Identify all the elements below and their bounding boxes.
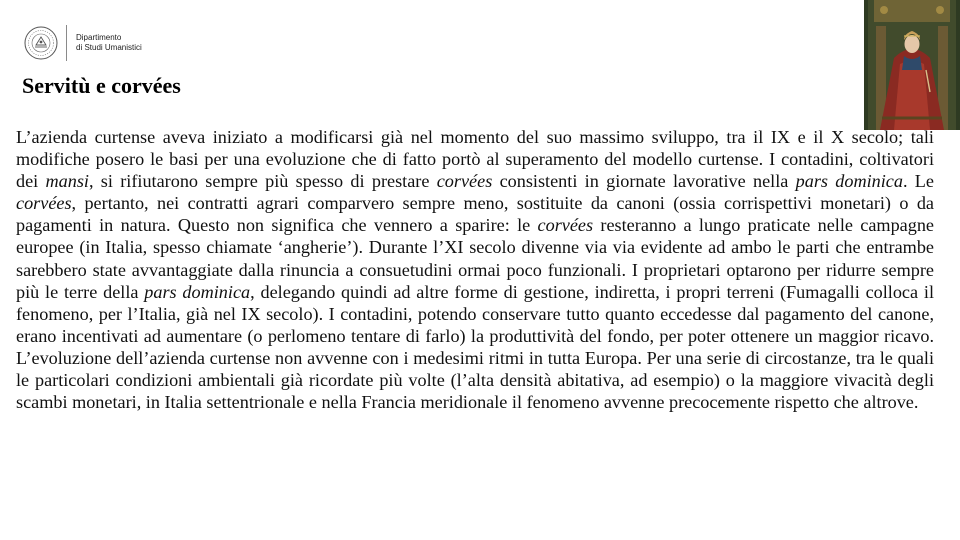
department-line-2: di Studi Umanistici xyxy=(76,43,142,52)
italic-term: corvées xyxy=(537,215,594,236)
text-segment: consistenti in giornate lavorative nella xyxy=(492,171,796,192)
painting-image xyxy=(864,0,960,130)
department-name xyxy=(76,33,142,53)
department-line-1: Dipartimento xyxy=(76,33,122,42)
text-segment: resteranno a lungo praticate nelle campagne europee (in Italia, spesso chiamate ‘angherie’). Durante l’XI secolo divenne via via evidente ad ambo le parti che entrambe sarebbero state avvantaggiate dalla rinuncia a consuetudini ormai poco funzionali. I proprietari optarono per ridurre sempre più le terre della xyxy=(16,215,935,302)
logo-divider xyxy=(66,25,67,61)
italic-term: corvées xyxy=(16,193,72,214)
text-segment: L’azienda curtense aveva iniziato a modificarsi già nel momento del suo massimo sviluppo, tra il IX e il X secolo; tali modifiche posero le basi per una evoluzione che di fatto portò al superamento del modello curtense. I contadini, coltivatori dei xyxy=(16,127,934,192)
text-segment: , si rifiutarono sempre più spesso di prestare xyxy=(88,171,437,192)
university-seal-icon xyxy=(24,26,58,60)
slide-title: Servitù e corvées xyxy=(22,73,181,98)
university-logo xyxy=(24,22,142,64)
italic-term: pars dominica xyxy=(795,171,903,192)
text-segment: , pertanto, nei contratti agrari comparvero sempre meno, sostituite da canoni (ossia corrispettivi monetari) o da pagamenti in natura. Questo non significa che vennero a sparire: le xyxy=(16,193,934,236)
italic-term: mansi xyxy=(45,171,89,192)
text-segment: , delegando quindi ad altre forme di gestione, indiretta, i propri terreni (Fumagalli colloca il fenomeno, per l’Italia, già nel IX secolo). I contadini, potendo conservare tutto quanto eccedesse dal pagamento del canone, erano incentivati ad aumentare (o perlomeno tentare di farlo) la produttività del fondo, per poter ottenere un maggior ricavo. L’evoluzione dell’azienda curtense non avvenne con i medesimi ritmi in tutta Europa. Per una serie di circostanze, tra le quali le particolari condizioni ambientali già ricordate più volte (l’alta densità abitativa, ad esempio) o la maggiore vivacità degli scambi monetari, in Italia settentrionale e nella Francia meridionale il fenomeno avvenne precocemente rispetto che altrove. xyxy=(16,281,934,413)
body-paragraph xyxy=(16,126,934,413)
italic-term: corvées xyxy=(436,171,493,192)
text-segment: . Le xyxy=(902,171,934,192)
italic-term: pars dominica xyxy=(144,281,251,302)
enthroned-figure-painting xyxy=(864,0,960,130)
